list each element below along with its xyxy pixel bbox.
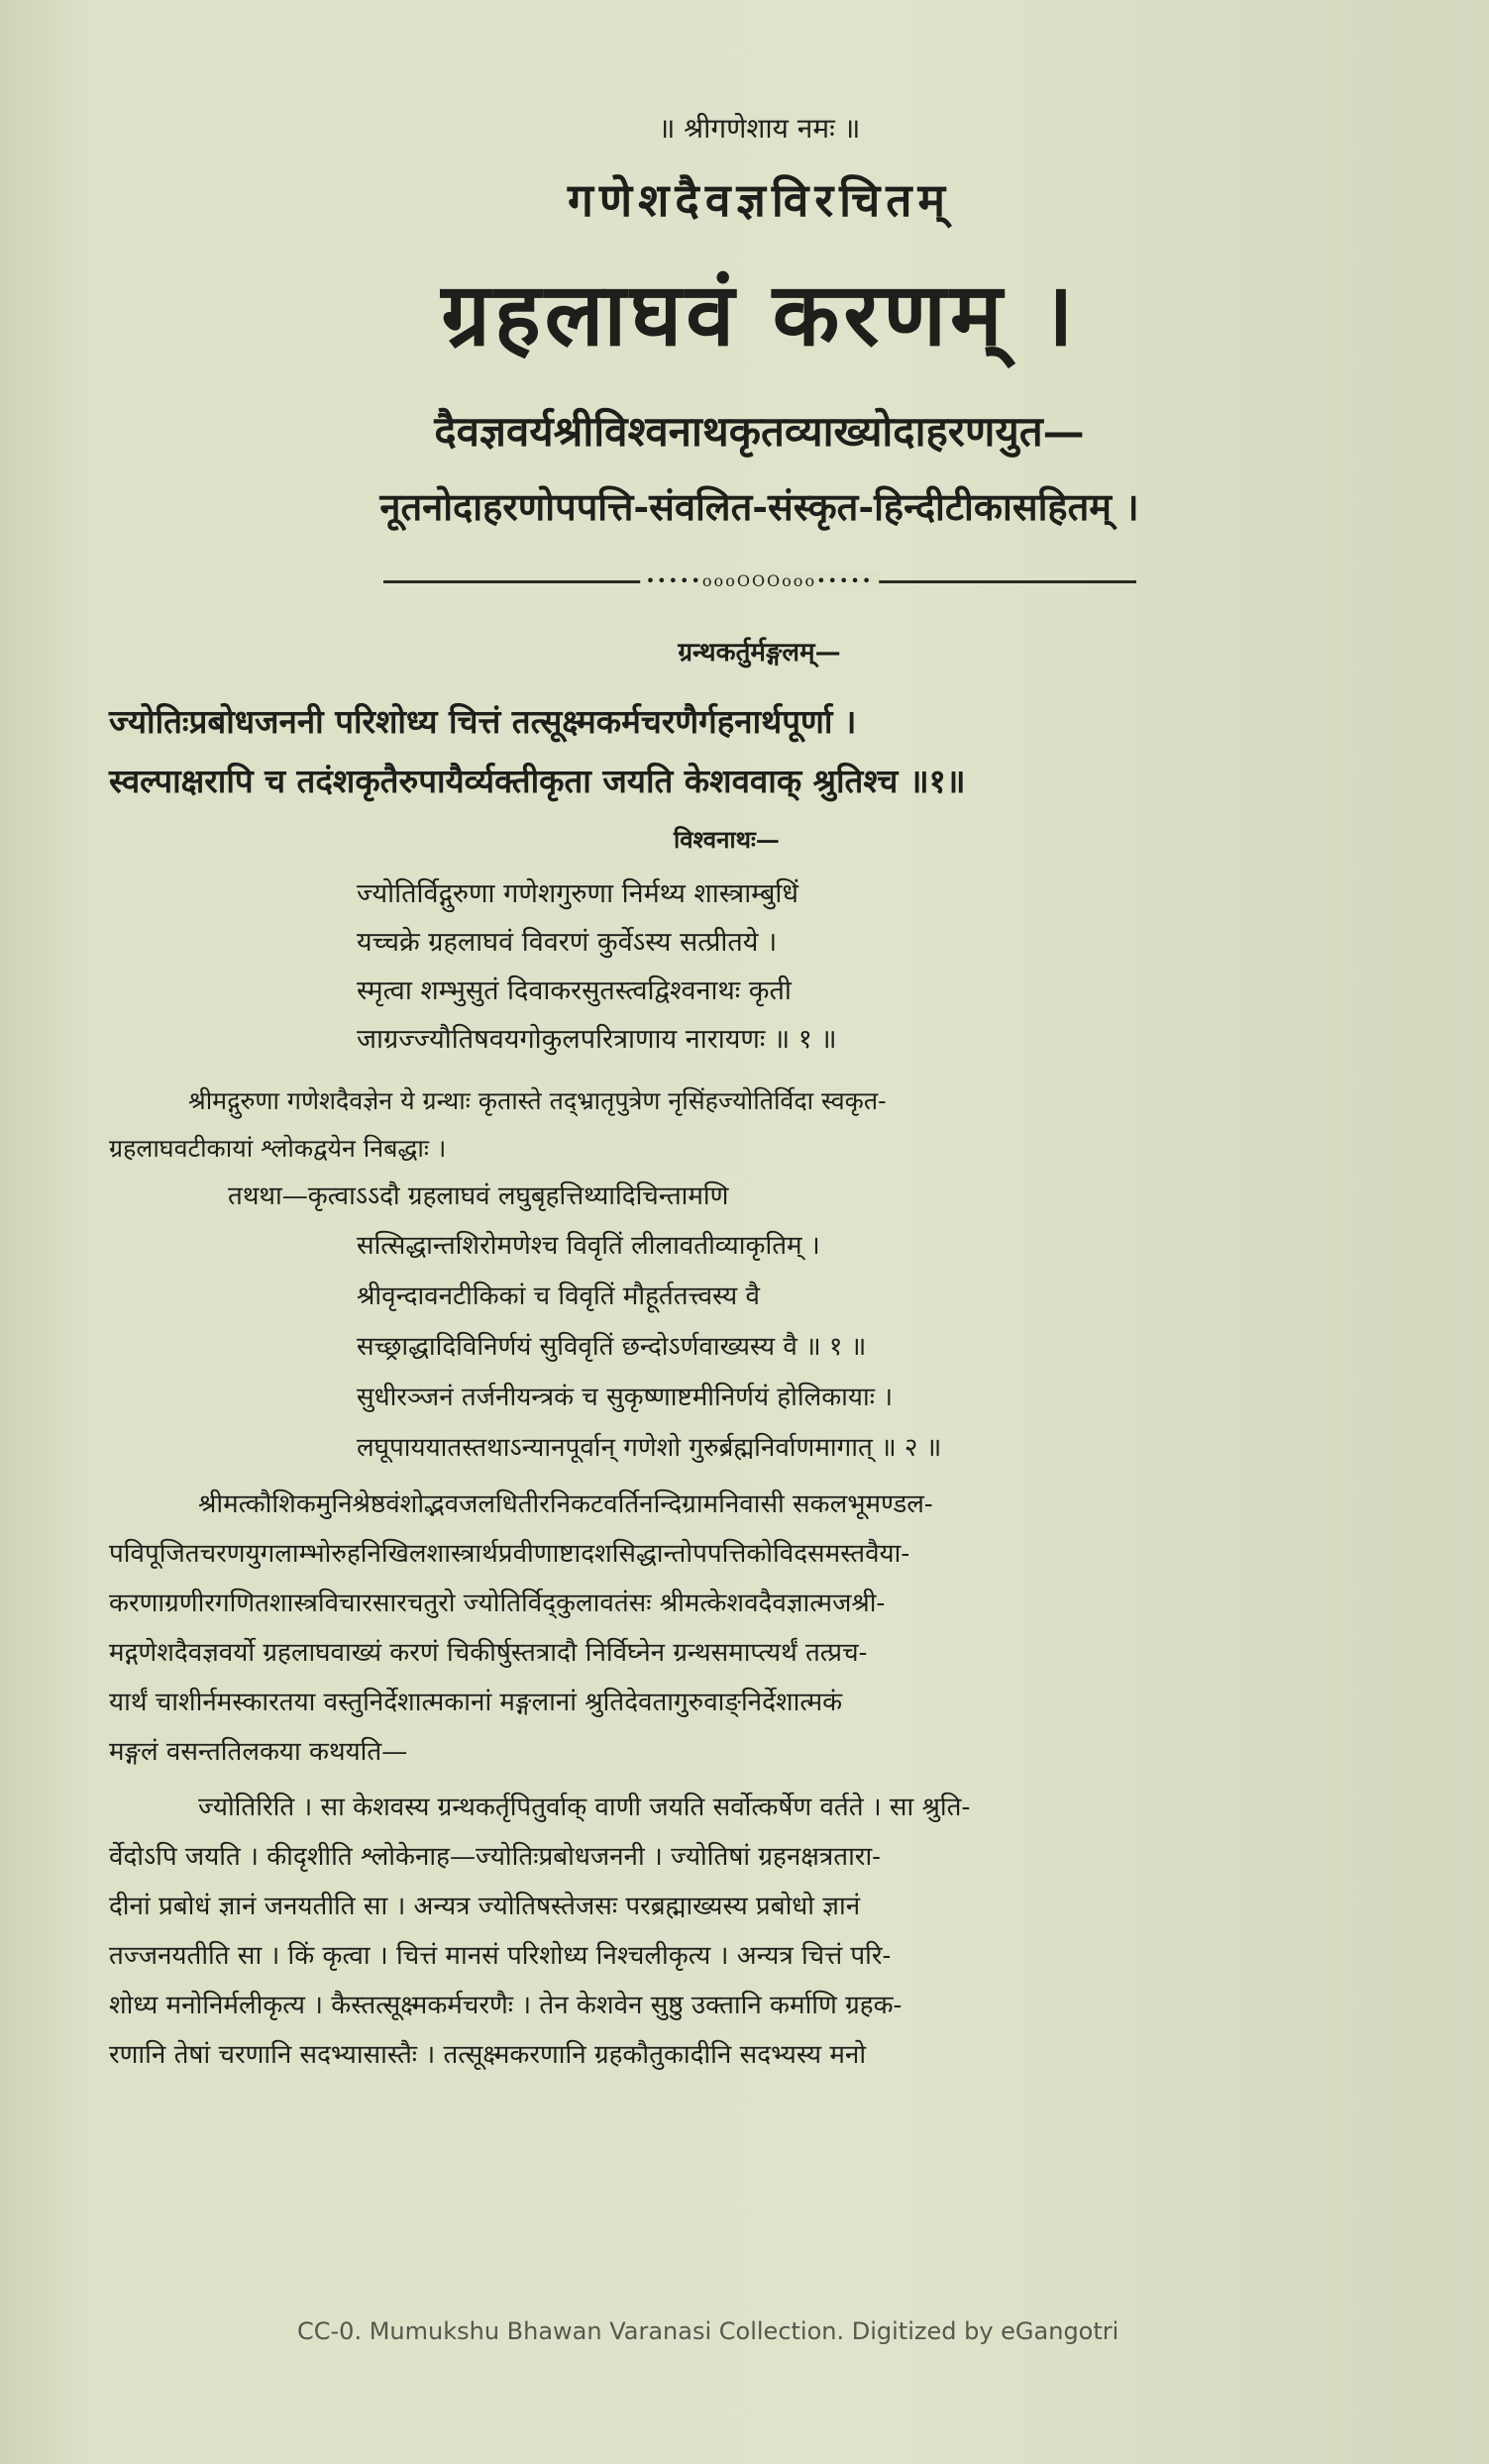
paragraph-2 bbox=[109, 1480, 1410, 1777]
paragraph-line: श्रीमद्गुरुणा गणेशदैवज्ञेन ये ग्रन्थाः कृतास्ते तद्भ्रातृपुत्रेण नृसिंहज्योतिर्विदा स्वकृत- bbox=[188, 1086, 887, 1115]
tathaa-line: तथथा—कृत्वाऽऽदौ ग्रहलाघवं लघुबृहत्तिथ्यादिचिन्तामणि bbox=[228, 1181, 729, 1211]
paragraph-line: करणाग्रणीरगणितशास्त्रविचारसारचतुरो ज्योतिर्विद्कुलावतंसः श्रीमत्केशवदैवज्ञात्मजश्री- bbox=[109, 1589, 886, 1618]
subtitle-edition: नूतनोदाहरणोपपत्ति-संवलित-संस्कृत-हिन्दीटीकासहितम् । bbox=[379, 484, 1139, 529]
paragraph-line: श्रीमत्कौशिकमुनिश्रेष्ठवंशोद्भवजलधितीरनिकटवर्तिनन्दिग्रामनिवासी सकलभूमण्डल- bbox=[198, 1489, 933, 1519]
paragraph-line: रणानि तेषां चरणानि सदभ्यासास्तैः । तत्सूक्ष्मकरणानि ग्रहकौतुकादीनि सदभ्यस्य मनो bbox=[109, 2040, 867, 2070]
stanza-line: श्रीवृन्दावनटीकिकां च विवृतिं मौहूर्ततत्त्वस्य वै bbox=[357, 1282, 760, 1311]
invocation: ॥ श्रीगणेशाय नमः ॥ bbox=[658, 112, 861, 145]
paragraph-line: तज्जनयतीति सा । किं कृत्वा । चित्तं मानसं परिशोध्य निश्चलीकृत्य । अन्यत्र चित्तं परि- bbox=[109, 1941, 892, 1971]
paragraph-line: र्वेदोऽपि जयति । कीदृशीति श्लोकेनाह—ज्योतिःप्रबोधजननी । ज्योतिषां ग्रहनक्षत्रतारा- bbox=[109, 1842, 881, 1872]
paragraph-3 bbox=[109, 1783, 1410, 2080]
paragraph-line: पविपूजितचरणयुगलाम्भोरुहनिखिलशास्त्रार्थप्रवीणाष्टादशसिद्धान्तोपपत्तिकोविदसमस्तवैया- bbox=[109, 1539, 910, 1569]
verse-line: ज्योतिःप्रबोधजननी परिशोध्य चित्तं तत्सूक्ष्मकर्मचरणैर्गहनार्थपूर्णा । bbox=[109, 702, 857, 741]
stanza-line: सच्छ्राद्धादिविनिर्णयं सुविवृतिं छन्दोऽर्णवाख्यस्य वै ॥ १ ॥ bbox=[357, 1332, 867, 1362]
stanza-line: सत्सिद्धान्तशिरोमणेश्च विवृतिं लीलावतीव्याकृतिम् । bbox=[357, 1231, 820, 1261]
paragraph-line: मद्गणेशदैवज्ञवर्यो ग्रहलाघवाख्यं करणं चिकीर्षुस्तत्रादौ निर्विघ्नेन ग्रन्थसमाप्त्यर्थं तत्प्रच- bbox=[109, 1638, 868, 1668]
paragraph-line: शोध्य मनोनिर्मलीकृत्य । कैस्तत्सूक्ष्मकर्मचरणैः । तेन केशवेन सुष्ठु उक्तानि कर्माणि ग्रहक- bbox=[109, 1991, 903, 2020]
stanza-line: यच्चक्रे ग्रहलाघवं विवरणं कुर्वेऽस्य सत्प्रीतये । bbox=[357, 927, 778, 958]
stanza-line: स्मृत्वा शम्भुसुतं दिवाकरसुतस्त्वद्विश्वनाथः कृती bbox=[357, 975, 792, 1006]
stanza-1 bbox=[109, 870, 1410, 1064]
subtitle-commentary: दैवज्ञवर्यश्रीविश्वनाथकृतव्याख्योदाहरणयुत— bbox=[434, 407, 1085, 456]
stanza-2 bbox=[109, 1221, 1410, 1474]
paragraph-line: यार्थं चाशीर्नमस्कारतया वस्तुनिर्देशात्मकानां मङ्गलानां श्रुतिदेवतागुरुवाङ्निर्देशात्मकं bbox=[109, 1688, 843, 1717]
verse-1 bbox=[109, 692, 1410, 811]
section-heading: ग्रन्थकर्तुर्मङ्गलम्— bbox=[678, 638, 841, 667]
paragraph-line: ग्रहलाघवटीकायां श्लोकद्वयेन निबद्धाः । bbox=[109, 1134, 447, 1163]
verse-line: स्वल्पाक्षरापि च तदंशकृतैरुपायैर्व्यक्तीकृता जयति केशववाक् श्रुतिश्च ॥१॥ bbox=[109, 762, 966, 800]
paragraph-line: दीनां प्रबोधं ज्ञानं जनयतीति सा । अन्यत्र ज्योतिषस्तेजसः परब्रह्माख्यस्य प्रबोधो ज्ञानं bbox=[109, 1892, 861, 1921]
divider-ornament: •••••oooOOOooo••••• bbox=[640, 571, 880, 591]
paragraph-line: ज्योतिरिति । सा केशवस्य ग्रन्थकर्तृपितुर्वाक् वाणी जयति सर्वोत्कर्षेण वर्तते । सा श्रुति- bbox=[198, 1793, 971, 1822]
page-title: ग्रहलाघवं करणम् । bbox=[441, 262, 1078, 365]
commentator-heading: विश्वनाथः— bbox=[674, 825, 780, 854]
stanza-line: जाग्रज्ज्यौतिषवयगोकुलपरित्राणाय नारायणः ॥ १ ॥ bbox=[357, 1024, 837, 1055]
author-line: गणेशदैवज्ञविरचितम् bbox=[567, 173, 952, 227]
stanza-line: सुधीरञ्जनं तर्जनीयन्त्रकं च सुकृष्णाष्टमीनिर्णयं होलिकायाः । bbox=[357, 1383, 894, 1412]
paragraph-1 bbox=[109, 1078, 1410, 1173]
ornamental-divider bbox=[383, 571, 1136, 591]
stanza-line: लघूपाययातस्तथाऽन्यानपूर्वान् गणेशो गुरुर्ब्रह्मनिर्वाणमागात् ॥ २ ॥ bbox=[357, 1433, 942, 1463]
stanza-line: ज्योतिर्विद्गुरुणा गणेशगुरुणा निर्मथ्य शास्त्राम्बुधिं bbox=[357, 878, 798, 909]
footer-watermark: CC-0. Mumukshu Bhawan Varanasi Collection. Digitized by eGangotri bbox=[297, 2317, 1119, 2345]
paragraph-line: मङ्गलं वसन्ततिलकया कथयति— bbox=[109, 1737, 408, 1767]
